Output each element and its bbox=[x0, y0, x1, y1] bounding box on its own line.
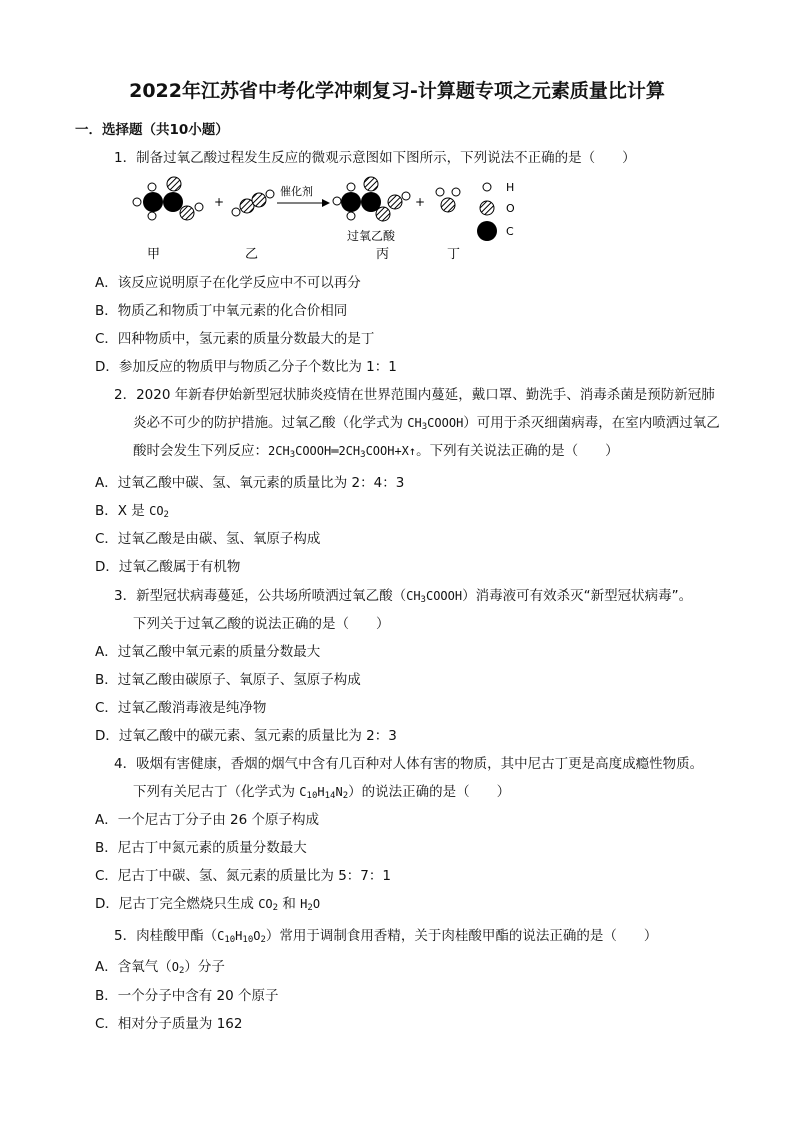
catalyst-label: 催化剂 bbox=[280, 185, 313, 198]
q4-option-d[interactable]: D．尼古丁完全燃烧只生成 $CO_2$ 和 $H_2O$ bbox=[95, 896, 321, 913]
molecule-jia bbox=[133, 177, 203, 220]
svg-text:+: + bbox=[214, 195, 225, 209]
q4-option-c[interactable]: C．尼古丁中碳、氢、氮元素的质量比为 5：7：1 bbox=[95, 868, 391, 884]
q2-option-a[interactable]: A．过氧乙酸中碳、氢、氧元素的质量比为 2：4：3 bbox=[95, 475, 405, 491]
q5-option-b[interactable]: B．一个分子中含有 20 个原子 bbox=[95, 988, 279, 1004]
molecule-yi bbox=[232, 190, 274, 216]
formula-nicotine: $C_{10}H_{14}N_2$ bbox=[299, 785, 349, 801]
q5-option-c[interactable]: C．相对分子质量为 162 bbox=[95, 1016, 243, 1032]
q5-option-a[interactable]: A．含氧气$(O_2)$分子 bbox=[95, 959, 225, 976]
question-number: 4． bbox=[114, 756, 137, 772]
reaction-diagram bbox=[125, 172, 545, 264]
question-text: 制备过氧乙酸过程发生反应的微观示意图如下图所示，下列说法不正确的是（ ） bbox=[136, 150, 636, 166]
question-5-line-1: 5．肉桂酸甲酯$(C_{10}H_{10}O_2)$常用于调制食用香精，关于肉桂酸甲酯的说法正确的是（ ） bbox=[114, 928, 658, 945]
formula-methyl-cinnamate: $C_{10}H_{10}O_2$ bbox=[217, 929, 266, 945]
atom-legend bbox=[477, 181, 515, 241]
q3-option-d[interactable]: D．过氧乙酸中的碳元素、氢元素的质量比为 2：3 bbox=[95, 728, 397, 744]
question-number: 3． bbox=[114, 588, 137, 604]
question-3-line-2: 下列关于过氧乙酸的说法正确的是（ ） bbox=[133, 616, 390, 632]
label-ding: 丁 bbox=[447, 247, 461, 262]
q3-option-a[interactable]: A．过氧乙酸中氧元素的质量分数最大 bbox=[95, 644, 321, 660]
question-number: 2． bbox=[114, 387, 137, 403]
question-2-line-1: 2．2020 年新春伊始新型冠状肺炎疫情在世界范围内蔓延，戴口罩、勤洗手、消毒杀菌是预防新冠肺 bbox=[114, 387, 715, 403]
question-number: 1． bbox=[114, 150, 137, 166]
q4-option-a[interactable]: A．一个尼古丁分子由 26 个原子构成 bbox=[95, 812, 319, 828]
question-number: 5． bbox=[114, 928, 137, 944]
question-2-line-3: 酸时会发生下列反应：$2CH_3COOOH═2CH_3COOH+X↑$。下列有关说法正确的是（ ） bbox=[133, 443, 619, 460]
legend-o: O bbox=[506, 202, 515, 215]
q1-option-c[interactable]: C．四种物质中，氢元素的质量分数最大的是丁 bbox=[95, 331, 375, 347]
q2-option-d[interactable]: D．过氧乙酸属于有机物 bbox=[95, 559, 241, 575]
legend-c: C bbox=[506, 225, 514, 238]
legend-h: H bbox=[506, 181, 515, 194]
q3-option-c[interactable]: C．过氧乙酸消毒液是纯净物 bbox=[95, 700, 267, 716]
label-yi: 乙 bbox=[245, 247, 259, 262]
question-4-line-2: 下列有关尼古丁（化学式为 $C_{10}H_{14}N_2$）的说法正确的是（ ） bbox=[133, 784, 511, 801]
molecule-ding bbox=[436, 188, 460, 212]
q4-option-b[interactable]: B．尼古丁中氮元素的质量分数最大 bbox=[95, 840, 307, 856]
formula-ch3cooh: $CH_3COOOH$ bbox=[407, 416, 464, 432]
page-title: 2022年江苏省中考化学冲刺复习-计算题专项之元素质量比计算 bbox=[129, 80, 665, 102]
reaction-equation: $2CH_3COOOH═2CH_3COOH+X↑$ bbox=[268, 444, 417, 460]
product-name-label: 过氧乙酸 bbox=[347, 229, 396, 243]
section-heading: 一．选择题（共10小题） bbox=[75, 122, 229, 138]
label-bing: 丙 bbox=[376, 247, 390, 262]
q1-option-a[interactable]: A．该反应说明原子在化学反应中不可以再分 bbox=[95, 275, 361, 291]
label-jia: 甲 bbox=[147, 247, 161, 262]
q2-option-c[interactable]: C．过氧乙酸是由碳、氢、氧原子构成 bbox=[95, 531, 321, 547]
q1-option-d[interactable]: D．参加反应的物质甲与物质乙分子个数比为 1：1 bbox=[95, 359, 397, 375]
q1-option-b[interactable]: B．物质乙和物质丁中氧元素的化合价相同 bbox=[95, 303, 348, 319]
question-3-line-1: 3．新型冠状病毒蔓延，公共场所喷洒过氧乙酸$(CH_3COOOH)$消毒液可有效杀灭“新型冠状病毒”。 bbox=[114, 588, 693, 605]
q3-option-b[interactable]: B．过氧乙酸由碳原子、氧原子、氢原子构成 bbox=[95, 672, 361, 688]
question-4-line-1: 4．吸烟有害健康，香烟的烟气中含有几百种对人体有害的物质，其中尼古丁更是高度成瘾性物质。 bbox=[114, 756, 704, 772]
molecule-bing bbox=[333, 177, 410, 221]
question-2-line-2: 炎必不可少的防护措施。过氧乙酸（化学式为 $CH_3COOOH$）可用于杀灭细菌病毒，在室内喷洒过氧乙 bbox=[133, 415, 720, 432]
question-1-stem bbox=[114, 146, 636, 166]
q2-option-b[interactable]: B．X 是 $CO_2$ bbox=[95, 503, 169, 520]
svg-text:+: + bbox=[415, 195, 426, 209]
